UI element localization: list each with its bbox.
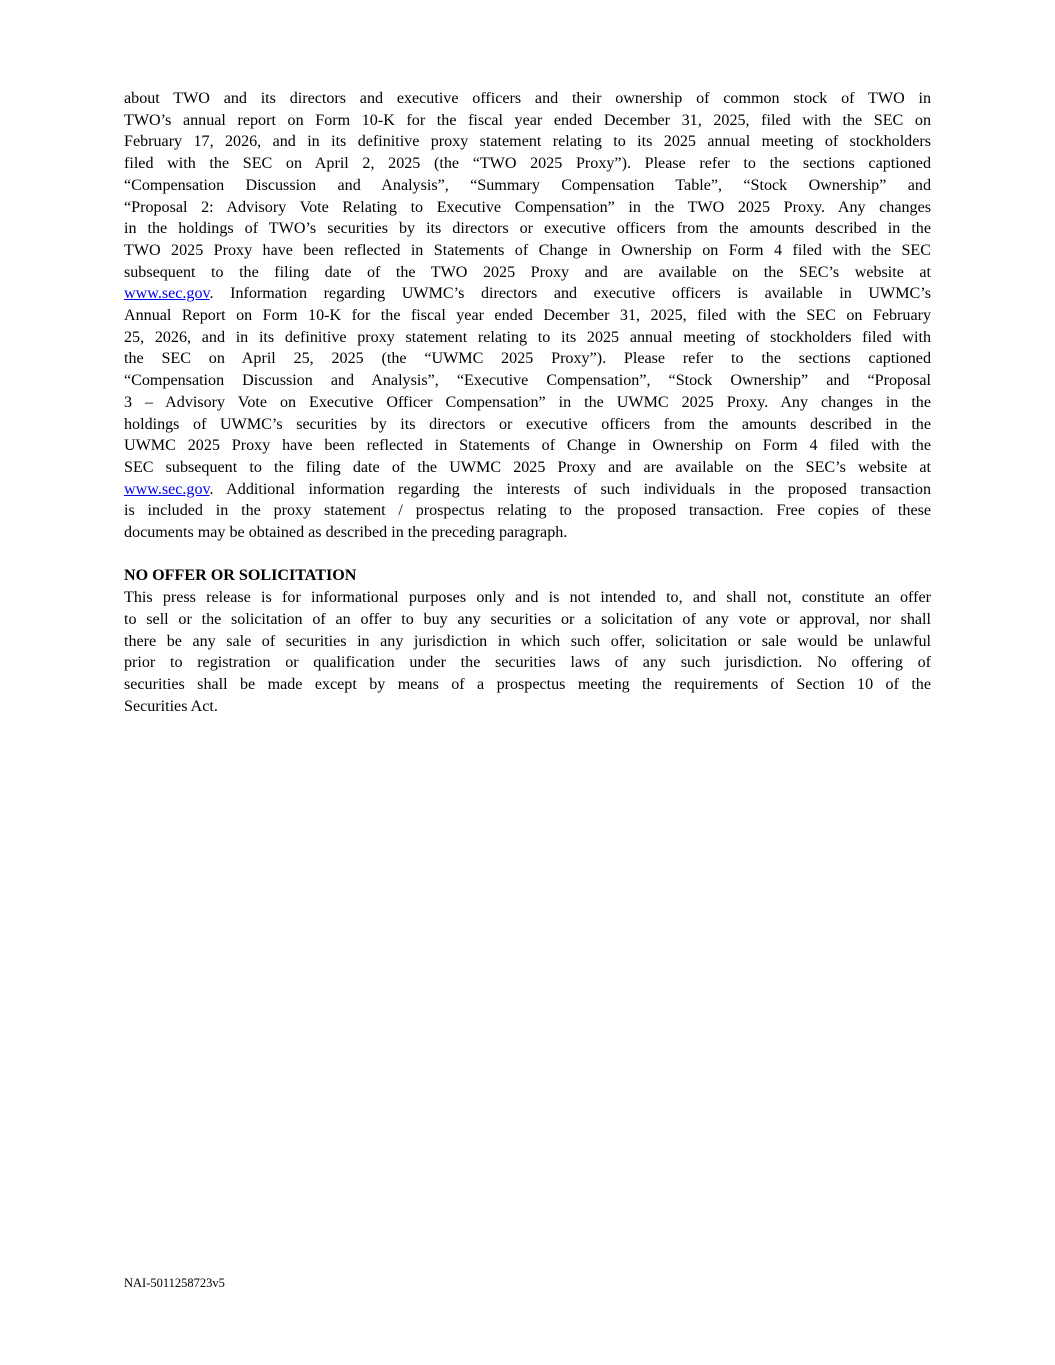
text-line: subsequent to the filing date of the TWO 2025 Proxy and are available on the SEC’s website at xyxy=(124,263,931,281)
text-line: 3 – Advisory Vote on Executive Officer Compensation” in the UWMC 2025 Proxy. Any changes in the xyxy=(124,393,931,411)
text-line: “Proposal 2: Advisory Vote Relating to Executive Compensation” in the TWO 2025 Proxy. Any changes xyxy=(124,198,931,216)
sec-website-link[interactable]: www.sec.gov xyxy=(124,480,210,498)
text-line: www.sec.gov. Additional information regarding the interests of such individuals in the proposed transaction xyxy=(124,480,931,498)
text-line: Securities Act. xyxy=(124,697,218,715)
text-line: securities shall be made except by means of a prospectus meeting the requirements of Section 10 of the xyxy=(124,675,931,693)
text-line: “Compensation Discussion and Analysis”, “Summary Compensation Table”, “Stock Ownership” and xyxy=(124,176,931,194)
document-id-footer: NAI-5011258723v5 xyxy=(124,1276,225,1290)
text-line: documents may be obtained as described in the preceding paragraph. xyxy=(124,524,568,542)
text-line: filed with the SEC on April 2, 2025 (the “TWO 2025 Proxy”). Please refer to the sections captioned xyxy=(124,155,931,173)
text-line: “Compensation Discussion and Analysis”, “Executive Compensation”, “Stock Ownership” and “Proposal xyxy=(124,372,931,390)
paragraph-no-offer-or-solicitation xyxy=(124,587,931,717)
section-heading-no-offer-or-solicitation: NO OFFER OR SOLICITATION xyxy=(124,567,357,585)
text-line: UWMC 2025 Proxy have been reflected in Statements of Change in Ownership on Form 4 filed with the xyxy=(124,437,931,455)
text-line: TWO 2025 Proxy have been reflected in Statements of Change in Ownership on Form 4 filed with the SEC xyxy=(124,241,931,259)
paragraph-gap xyxy=(124,544,931,566)
text-line: is included in the proxy statement / prospectus relating to the proposed transaction. Free copies of these xyxy=(124,502,931,520)
paragraph-additional-information xyxy=(124,88,931,544)
document-body xyxy=(124,88,931,717)
text-line: 25, 2026, and in its definitive proxy statement relating to its 2025 annual meeting of stockholders filed with xyxy=(124,328,931,346)
text-line: there be any sale of securities in any jurisdiction in which such offer, solicitation or sale would be unlawful xyxy=(124,632,931,650)
text-line: in the holdings of TWO’s securities by its directors or executive officers from the amounts described in the xyxy=(124,220,931,238)
text-line: TWO’s annual report on Form 10-K for the fiscal year ended December 31, 2025, filed with the SEC on xyxy=(124,111,931,129)
text-line: Annual Report on Form 10-K for the fiscal year ended December 31, 2025, filed with the SEC on February xyxy=(124,307,931,325)
text-line: prior to registration or qualification under the securities laws of any such jurisdiction. No offering of xyxy=(124,654,931,672)
text-line: This press release is for informational purposes only and is not intended to, and shall not, constitute an offer xyxy=(124,589,931,607)
text-line: SEC subsequent to the filing date of the UWMC 2025 Proxy and are available on the SEC’s website at xyxy=(124,458,931,476)
text-line: the SEC on April 25, 2025 (the “UWMC 2025 Proxy”). Please refer to the sections captioned xyxy=(124,350,931,368)
text-line: holdings of UWMC’s securities by its directors or executive officers from the amounts described in the xyxy=(124,415,931,433)
text-line: about TWO and its directors and executive officers and their ownership of common stock of TWO in xyxy=(124,90,931,107)
text-line: www.sec.gov. Information regarding UWMC’s directors and executive officers is available in UWMC’s xyxy=(124,285,931,303)
text-line: February 17, 2026, and in its definitive proxy statement relating to its 2025 annual meeting of stockholders xyxy=(124,133,931,151)
text-line: to sell or the solicitation of an offer to buy any securities or a solicitation of any vote or approval, nor shall xyxy=(124,610,931,628)
sec-website-link[interactable]: www.sec.gov xyxy=(124,285,210,303)
